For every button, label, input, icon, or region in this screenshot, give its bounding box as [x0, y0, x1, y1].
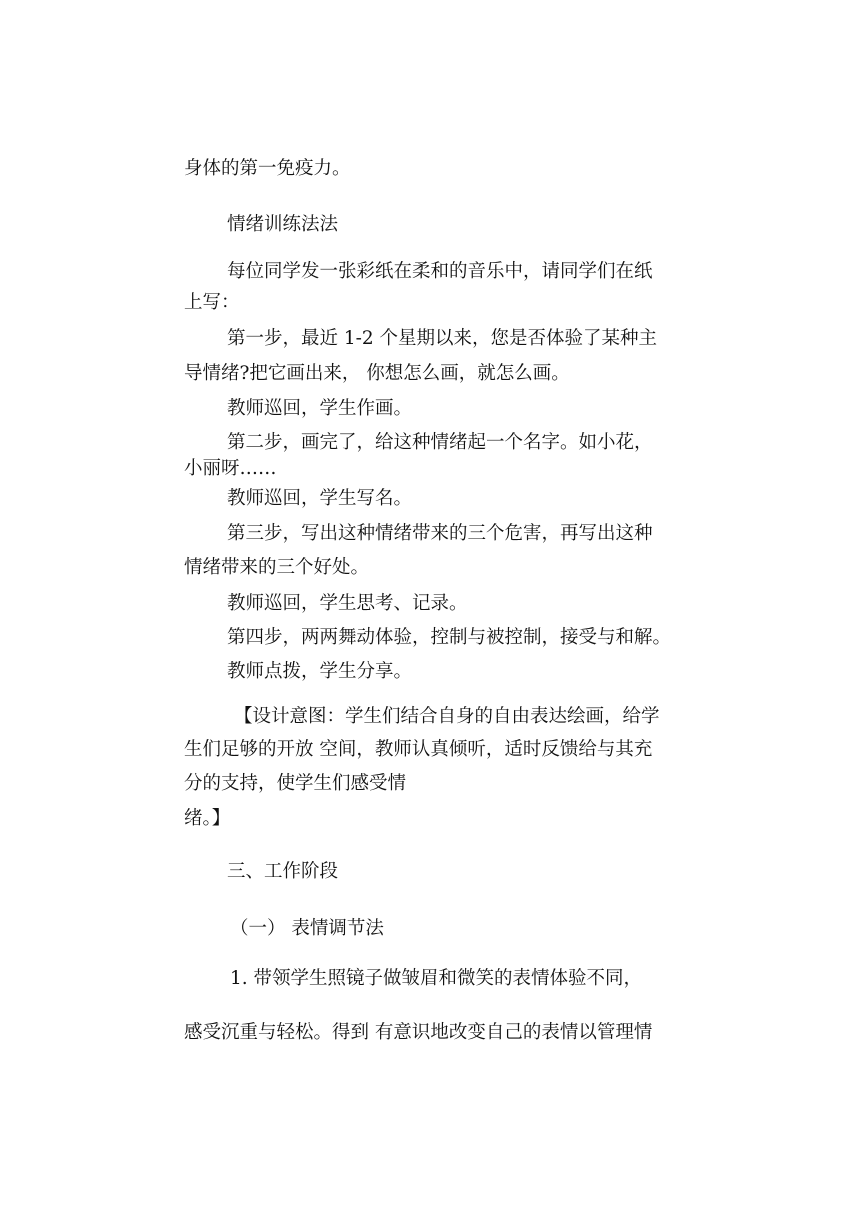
text-line: 教师巡回，学生思考、记录。 — [227, 593, 468, 614]
section-heading: 情绪训练法法 — [227, 214, 339, 235]
text-line: 每位同学发一张彩纸在柔和的音乐中，请同学们在纸 — [227, 261, 653, 282]
text-line: 第一步，最近 1-2 个星期以来，您是否体验了某种主 — [227, 328, 658, 349]
text-line: 绪。】 — [184, 808, 231, 829]
text-line: 教师点拨，学生分享。 — [227, 661, 413, 682]
text-line: 上写： — [184, 292, 240, 313]
text-line: 第二步，画完了，给这种情绪起一个名字。如小花， — [227, 432, 653, 453]
text-line: 生们足够的开放 空间，教师认真倾听，适时反馈给与其充 — [184, 739, 653, 760]
text-line: 导情绪?把它画出来， 你想怎么画，就怎么画。 — [184, 363, 570, 384]
text-line: 教师巡回，学生写名。 — [227, 488, 413, 509]
text-line: 分的支持，使学生们感受情 — [184, 773, 407, 794]
section-heading: 三、工作阶段 — [227, 861, 339, 882]
text-line: 【设计意图：学生们结合自身的自由表达绘画，给学 — [234, 706, 660, 727]
text-line: 第四步，两两舞动体验，控制与被控制，接受与和解。 — [227, 627, 672, 648]
text-line: 情绪带来的三个好处。 — [184, 557, 370, 578]
text-line: 感受沉重与轻松。得到 有意识地改变自己的表情以管理情 — [184, 1022, 653, 1043]
text-line: 小丽呀…… — [184, 458, 277, 479]
text-line: 教师巡回，学生作画。 — [227, 398, 413, 419]
text-line: 1. 带领学生照镜子做皱眉和微笑的表情体验不同， — [230, 968, 643, 989]
text-line: 身体的第一免疫力。 — [184, 158, 351, 179]
text-line: 第三步，写出这种情绪带来的三个危害，再写出这种 — [227, 523, 653, 544]
subsection-heading: （一） 表情调节法 — [230, 918, 384, 939]
